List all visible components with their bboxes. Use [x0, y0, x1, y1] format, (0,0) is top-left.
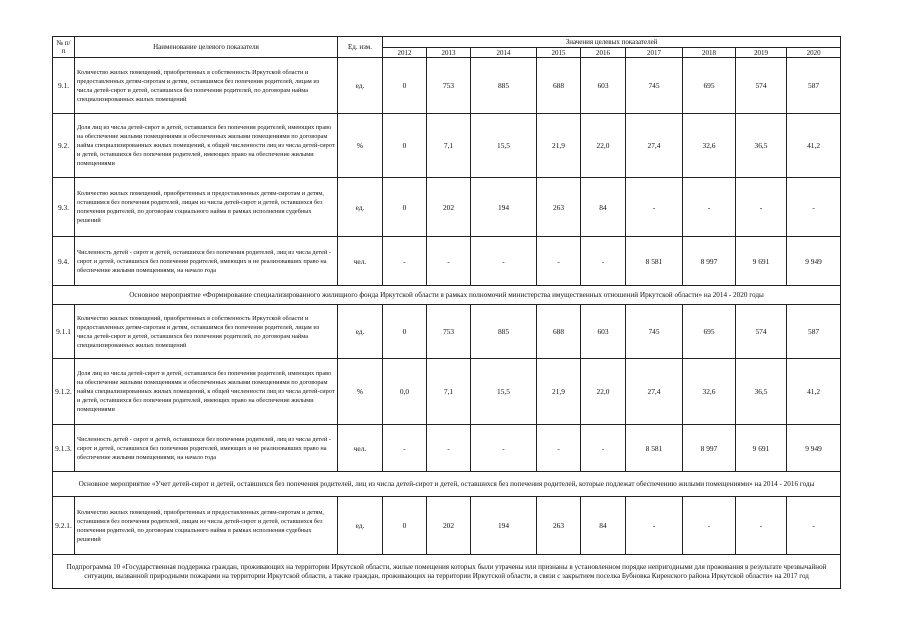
row-value: 8 997 — [683, 237, 736, 286]
table-row — [53, 497, 841, 555]
row-name: Количество жилых помещений, приобретенных в собственность Иркутской области и предоставленных детям-сиротам и детям, оставшимся без попечения родителей, лицам из числа детей-сирот и детей, оставшихся без попечения родителей, по договорам найма специализированных жилых помещений — [75, 58, 338, 114]
row-value: 41,2 — [787, 359, 841, 425]
row-num: 9.2. — [53, 114, 75, 178]
row-unit: % — [338, 359, 383, 425]
row-value: - — [427, 425, 471, 472]
row-value: 0 — [383, 178, 427, 237]
row-unit: чел. — [338, 425, 383, 472]
row-unit: ед. — [338, 305, 383, 359]
footer-row — [53, 555, 841, 589]
row-value: - — [471, 425, 537, 472]
row-value: 9 691 — [736, 237, 787, 286]
row-value: 194 — [471, 178, 537, 237]
header-unit: Ед. изм. — [338, 37, 383, 58]
table-row — [53, 237, 841, 286]
row-value: 587 — [787, 305, 841, 359]
row-value: 27,4 — [626, 359, 683, 425]
row-unit: ед. — [338, 178, 383, 237]
row-value: 202 — [427, 497, 471, 555]
row-value: - — [787, 497, 841, 555]
header-values-group: Значения целевых показателей — [383, 37, 841, 48]
row-name: Доля лиц из числа детей-сирот и детей, оставшихся без попечения родителей, имеющих право на обеспечение жилыми помещениями и обеспеченных жилыми помещениями по договорам найма специализированных жилых помещений, к общей численности лиц из числа детей-сирот и детей, оставшихся без попечения родителей, имеющих право на обеспечение жилыми помещениями — [75, 359, 338, 425]
row-value: 9 691 — [736, 425, 787, 472]
header-num: № п/п — [53, 37, 75, 58]
header-year: 2013 — [427, 48, 471, 58]
table-row — [53, 359, 841, 425]
row-value: 15,5 — [471, 114, 537, 178]
row-value: - — [787, 178, 841, 237]
row-value: 202 — [427, 178, 471, 237]
row-num: 9.1.3. — [53, 425, 75, 472]
row-value: 9 949 — [787, 425, 841, 472]
row-num: 9.1.1 — [53, 305, 75, 359]
row-value: 32,6 — [683, 359, 736, 425]
row-value: 587 — [787, 58, 841, 114]
indicators-table — [52, 36, 841, 589]
section-row — [53, 286, 841, 305]
row-value: - — [537, 237, 581, 286]
row-num: 9.2.1. — [53, 497, 75, 555]
row-num: 9.4. — [53, 237, 75, 286]
row-value: 15,5 — [471, 359, 537, 425]
row-value: 41,2 — [787, 114, 841, 178]
section-title: Основное мероприятие «Формирование специализированного жилищного фонда Иркутской области в рамках полномочий министерства имущественных отношений Иркутской области» на 2014 - 2020 годы — [53, 286, 841, 305]
row-num: 9.3. — [53, 178, 75, 237]
table-row — [53, 305, 841, 359]
row-name: Численность детей - сирот и детей, оставшихся без попечения родителей, лиц из числа детей - сирот и детей, оставшихся без попечения родителей, имеющих и не реализовавших право на обеспечение жилыми помещениями, на начало года — [75, 237, 338, 286]
row-value: - — [383, 237, 427, 286]
row-value: - — [683, 497, 736, 555]
row-value: 603 — [581, 305, 626, 359]
row-value: 688 — [537, 58, 581, 114]
header-name: Наименование целевого показателя — [75, 37, 338, 58]
row-value: 36,5 — [736, 114, 787, 178]
row-value: 695 — [683, 58, 736, 114]
row-num: 9.1. — [53, 58, 75, 114]
row-unit: чел. — [338, 237, 383, 286]
table-row — [53, 425, 841, 472]
row-value: 9 949 — [787, 237, 841, 286]
row-value: - — [626, 497, 683, 555]
row-value: 885 — [471, 58, 537, 114]
table-row — [53, 178, 841, 237]
row-value: 574 — [736, 305, 787, 359]
row-value: - — [581, 425, 626, 472]
row-value: 688 — [537, 305, 581, 359]
header-year: 2012 — [383, 48, 427, 58]
row-value: - — [471, 237, 537, 286]
row-value: 0,0 — [383, 359, 427, 425]
row-value: 0 — [383, 497, 427, 555]
row-value: 603 — [581, 58, 626, 114]
header-year: 2020 — [787, 48, 841, 58]
row-name: Количество жилых помещений, приобретенных в собственность Иркутской области и предоставленных детям-сиротам и детям, оставшимся без попечения родителей, лицам из числа детей-сирот и детей, оставшихся без попечения родителей, по договорам найма специализированных жилых помещений — [75, 305, 338, 359]
row-value: 745 — [626, 58, 683, 114]
row-value: 0 — [383, 58, 427, 114]
subprogram-title: Подпрограмма 10 «Государственная поддержка граждан, проживающих на территории Иркутской области, жилые помещения которых были утрачены или признаны в установленном порядке непригодными для проживания в результате чрезвычайной ситуации, вызванной природными пожарами на территории Иркутской области, а также граждан, проживающих на территории Иркутской области, в связи с закрытием поселка Бубновка Киренского района Иркутской области» на 2017 год — [53, 555, 841, 589]
row-unit: % — [338, 114, 383, 178]
section-title: Основное мероприятие «Учет детей-сирот и детей, оставшихся без попечения родителей, лиц из числа детей-сирот и детей, оставшихся без попечения родителей, которые подлежат обеспечению жилыми помещениями» на 2014 - 2016 годы — [53, 472, 841, 497]
row-value: 22,0 — [581, 114, 626, 178]
row-value: 7,1 — [427, 114, 471, 178]
row-value: 27,4 — [626, 114, 683, 178]
row-value: 21,9 — [537, 359, 581, 425]
row-num: 9.1.2. — [53, 359, 75, 425]
row-value: 22,0 — [581, 359, 626, 425]
row-value: 84 — [581, 497, 626, 555]
row-value: 84 — [581, 178, 626, 237]
row-name: Доля лиц из числа детей-сирот и детей, оставшихся без попечения родителей, имеющих право на обеспечение жилыми помещениями и обеспеченных жилыми помещениями по договорам найма специализированных жилых помещений, к общей численности лиц из числа детей-сирот и детей, оставшихся без попечения родителей, имеющих право на обеспечение жилыми помещениями — [75, 114, 338, 178]
row-value: 8 997 — [683, 425, 736, 472]
row-value: 8 581 — [626, 237, 683, 286]
row-value: 8 581 — [626, 425, 683, 472]
row-value: 0 — [383, 114, 427, 178]
header-year: 2018 — [683, 48, 736, 58]
row-value: - — [537, 425, 581, 472]
header-year: 2019 — [736, 48, 787, 58]
row-value: 745 — [626, 305, 683, 359]
header-year: 2014 — [471, 48, 537, 58]
row-value: - — [736, 178, 787, 237]
row-value: 36,5 — [736, 359, 787, 425]
row-value: 21,9 — [537, 114, 581, 178]
row-value: 885 — [471, 305, 537, 359]
row-value: - — [683, 178, 736, 237]
table-row — [53, 58, 841, 114]
row-name: Количество жилых помещений, приобретенных и предоставленных детям-сиротам и детям, оставшимся без попечения родителей, лицам из числа детей-сирот и детей, оставшихся без попечения родителей, по договорам социального найма в рамках исполнения судебных решений — [75, 497, 338, 555]
row-name: Количество жилых помещений, приобретенных и предоставленных детям-сиротам и детям, оставшимся без попечения родителей, лицам из числа детей-сирот и детей, оставшихся без попечения родителей, по договорам социального найма в рамках исполнения судебных решений — [75, 178, 338, 237]
row-value: 263 — [537, 178, 581, 237]
row-unit: ед. — [338, 58, 383, 114]
row-value: - — [736, 497, 787, 555]
row-value: 32,6 — [683, 114, 736, 178]
row-value: - — [626, 178, 683, 237]
row-value: - — [581, 237, 626, 286]
row-value: 753 — [427, 58, 471, 114]
row-value: 263 — [537, 497, 581, 555]
row-value: 753 — [427, 305, 471, 359]
row-unit: ед. — [338, 497, 383, 555]
row-value: 574 — [736, 58, 787, 114]
row-value: 695 — [683, 305, 736, 359]
table-row — [53, 114, 841, 178]
row-value: 194 — [471, 497, 537, 555]
header-year: 2016 — [581, 48, 626, 58]
row-value: - — [427, 237, 471, 286]
header-year: 2015 — [537, 48, 581, 58]
header-year: 2017 — [626, 48, 683, 58]
row-value: 7,1 — [427, 359, 471, 425]
section-row — [53, 472, 841, 497]
row-name: Численность детей - сирот и детей, оставшихся без попечения родителей, лиц из числа детей - сирот и детей, оставшихся без попечения родителей, имеющих и не реализовавших право на обеспечение жилыми помещениями, на начало года — [75, 425, 338, 472]
row-value: - — [383, 425, 427, 472]
row-value: 0 — [383, 305, 427, 359]
